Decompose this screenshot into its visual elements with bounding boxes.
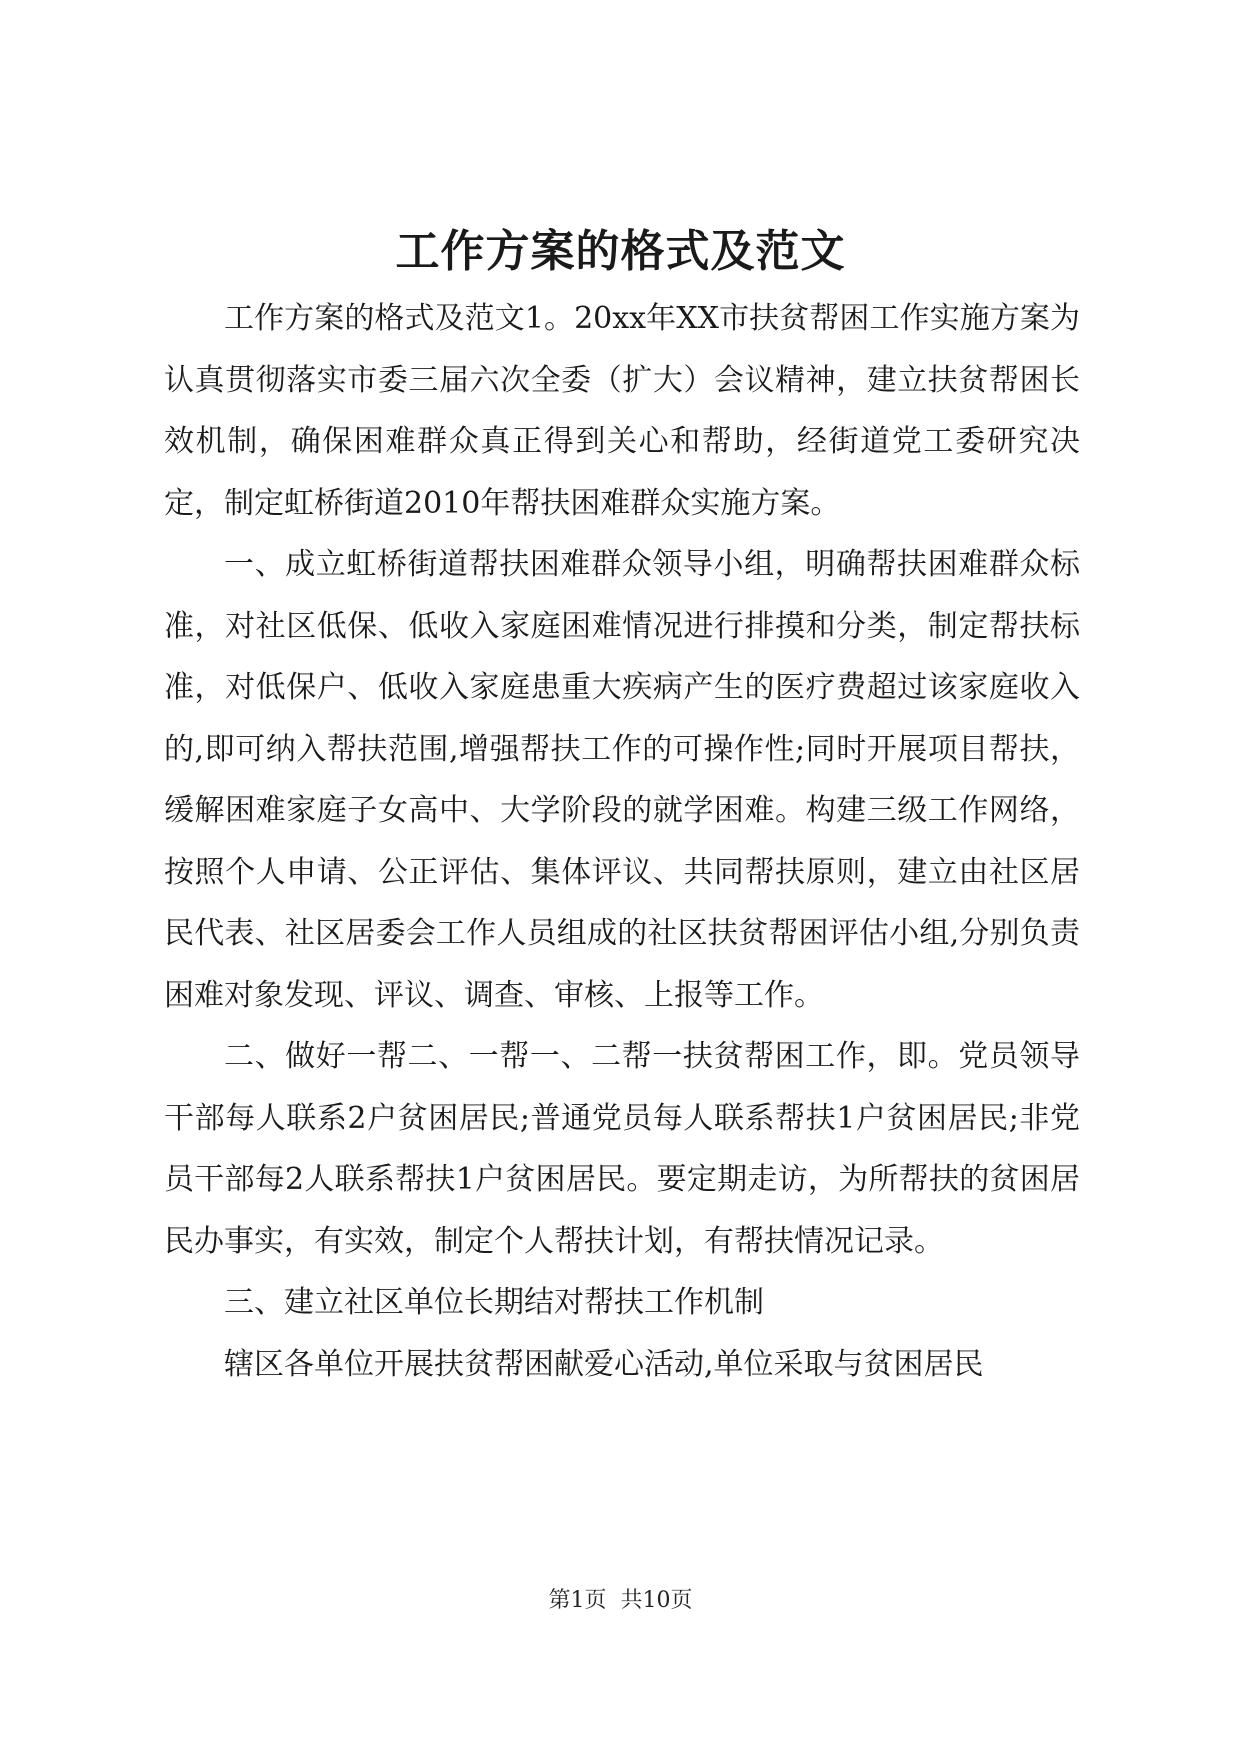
document-title: 工作方案的格式及范文 <box>395 226 846 277</box>
paragraph-section-3-body: 辖区各单位开展扶贫帮困献爱心活动,单位采取与贫困居民 <box>224 1346 984 1382</box>
document-body <box>164 288 1080 1395</box>
paragraph-section-1: 一、成立虹桥街道帮扶困难群众领导小组，明确帮扶困难群众标准，对社区低保、低收入家庭困难情况进行排摸和分类，制定帮扶标准，对低保户、低收入家庭患重大疾病产生的医疗费超过该家庭收入的,即可纳入帮扶范围,增强帮扶工作的可操作性;同时开展项目帮扶，缓解困难家庭子女高中、大学阶段的就学困难。构建三级工作网络，按照个人申请、公正评估、集体评议、共同帮扶原则，建立由社区居民代表、社区居委会工作人员组成的社区扶贫帮困评估小组,分别负责困难对象发现、评议、调查、审核、上报等工作。 <box>164 547 1080 1013</box>
paragraph-section-2: 二、做好一帮二、一帮一、二帮一扶贫帮困工作，即。党员领导干部每人联系2户贫困居民;普通党员每人联系帮扶1户贫困居民;非党员干部每2人联系帮扶1户贫困居民。要定期走访，为所帮扶的贫困居民办事实，有实效，制定个人帮扶计划，有帮扶情况记录。 <box>164 1039 1080 1259</box>
paragraph-section-3-heading: 三、建立社区单位长期结对帮扶工作机制 <box>224 1285 764 1320</box>
page-footer <box>0 1586 1241 1616</box>
page-number: 第1页 共10页 <box>548 1588 693 1613</box>
paragraph-intro: 工作方案的格式及范文1。20xx年XX市扶贫帮困工作实施方案为认真贯彻落实市委三届六次全委（扩大）会议精神，建立扶贫帮困长效机制，确保困难群众真正得到关心和帮助，经街道党工委研究决定，制定虹桥街道2010年帮扶困难群众实施方案。 <box>164 301 1080 521</box>
